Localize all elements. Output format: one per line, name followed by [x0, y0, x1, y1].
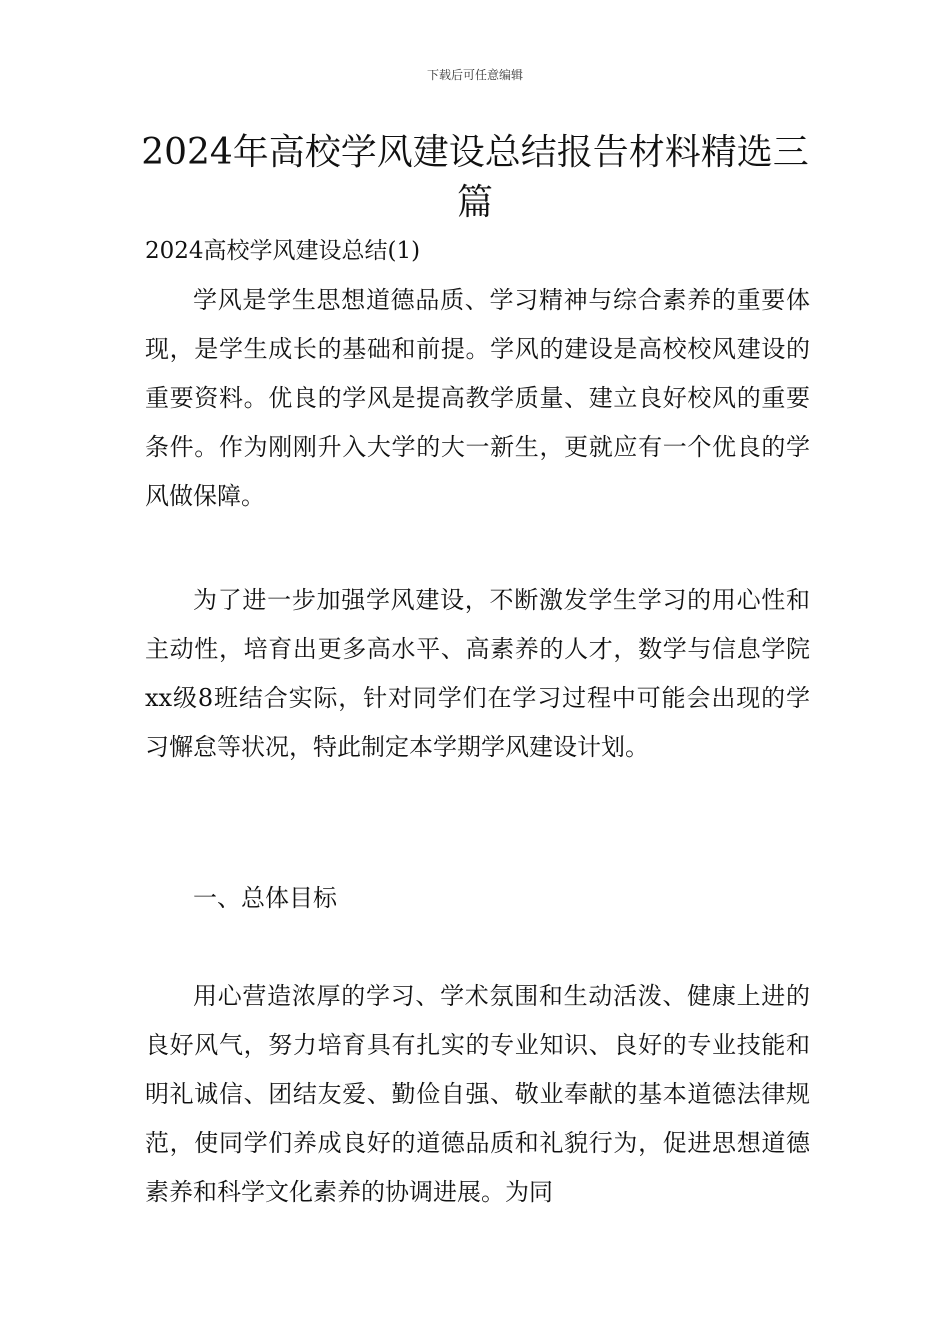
paragraph-2: 为了进一步加强学风建设，不断激发学生学习的用心性和主动性，培育出更多高水平、高素养的人才，数学与信息学院xx级8班结合实际，针对同学们在学习过程中可能会出现的学习懈怠等状况，特此制定本学期学风建设计划。 [145, 586, 810, 761]
document-subtitle: 2024高校学风建设总结(1) [145, 238, 421, 264]
section-paragraph: 用心营造浓厚的学习、学术氛围和生动活泼、健康上进的良好风气，努力培育具有扎实的专业知识、良好的专业技能和明礼诚信、团结友爱、勤俭自强、敬业奉献的基本道德法律规范，使同学们养成良好的道德品质和礼貌行为，促进思想道德素养和科学文化素养的协调进展。为同 [145, 982, 810, 1206]
paragraph-1: 学风是学生思想道德品质、学习精神与综合素养的重要体现，是学生成长的基础和前提。学风的建设是高校校风建设的重要资料。优良的学风是提高教学质量、建立良好校风的重要条件。作为刚刚升入大学的大一新生，更就应有一个优良的学风做保障。 [145, 286, 810, 510]
document-title: 2024年高校学风建设总结报告材料精选三篇 [141, 132, 809, 223]
header-note: 下载后可任意编辑 [426, 68, 523, 82]
section-heading: 一、总体目标 [193, 884, 337, 912]
